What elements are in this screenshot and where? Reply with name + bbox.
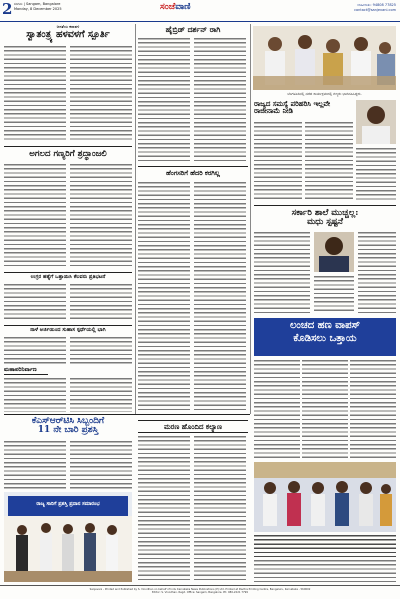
article-9-body-col-2	[314, 276, 354, 314]
headline-article-7[interactable]: ಹೆಂಗಸರಿಗೆ ಹೆದರಿ ಕರಗಿಲ್ಲ	[166, 169, 220, 177]
person-portrait-icon	[314, 232, 354, 272]
article-4-body-col-2	[70, 337, 132, 365]
article-7-body-col-2	[194, 182, 246, 410]
headline-article-10-line-1[interactable]: ಲಂಚದ ಹಣ ವಾಪಸ್	[289, 320, 361, 331]
group-photo-caption	[254, 535, 396, 557]
column-divider	[250, 24, 251, 414]
event-photo[interactable]	[4, 492, 132, 582]
masthead-location: ಸಂಗಮ | Sangam, Bangalore	[14, 2, 61, 6]
highlight-box	[254, 318, 396, 356]
imprint-line-1: Sanjevani - Printed and Published by S. Vinodhan on behalf of Indu Karnataka News Publications (P) Ltd. Printed at Pavitra Printing Centre, Bengaluru, Karnataka - 560002	[89, 588, 311, 591]
article-10-body-col-1	[254, 360, 300, 458]
article-8-body-col-2	[305, 122, 353, 202]
portrait-photo	[314, 232, 354, 272]
people-group-icon	[254, 462, 396, 532]
headline-article-9	[254, 209, 396, 227]
headline-article-8[interactable]: ರಾಜ್ಯದ ಸಮಸ್ಯೆ ಪರಿಹರಿಸಿ ಇಲ್ಲವೇ ರಾಜೀನಾಮೆ ನೀಡಿ	[254, 99, 331, 116]
article-5-body-col-2	[70, 378, 132, 412]
article-5-body-col-1	[4, 378, 66, 412]
divider	[4, 414, 250, 415]
article-9-body-col-3	[358, 232, 396, 314]
article-12-body-col-2	[194, 436, 246, 582]
masthead-phone: ಜಾಹೀರಾತು: 94808 77825	[357, 3, 396, 7]
column-divider	[135, 24, 136, 414]
article-9-body-col-1	[254, 232, 310, 314]
headline-article-1[interactable]: ಸ್ವಾತಂತ್ರ್ಯ ಹಳವಳಗೆ ಸ್ಪೂರ್ತಿ	[26, 29, 110, 40]
headline-article-11-line-1[interactable]: ಕೆಎಸ್‌ಆರ್‌ಟಿಸಿ ಸಿಬ್ಬಂದಿಗೆ	[31, 416, 105, 426]
page-number: 2	[2, 0, 13, 18]
headline-article-11-line-2[interactable]: 11 ನೇ ಬಾರಿ ಪ್ರಶಸ್ತಿ	[37, 425, 99, 436]
article-12-body-col-1	[138, 436, 190, 582]
divider	[4, 146, 132, 147]
masthead-right	[354, 3, 396, 12]
article-1-body-col-1	[4, 46, 66, 142]
masthead-email: contact@sanjevani.com	[354, 7, 396, 12]
article-11-body-col-1	[4, 441, 66, 489]
masthead	[0, 0, 400, 22]
person-portrait-icon	[356, 100, 396, 144]
headline-article-4[interactable]: ನಾಳೆ ಅರ್ಜಿಯಿಂದ ಸುಹಾಸ ಸ್ಪರ್ಧೆಯಲ್ಲಿ ಭಾಗಿ	[30, 327, 106, 333]
headline-article-12[interactable]: ಮರಣ ಹೊಂದಿದ ಕಲ್ಯಾಣ	[138, 420, 248, 433]
divider	[138, 166, 248, 167]
headline-article-10-line-2[interactable]: ಕೊಡಿಸಲು ಒತ್ತಾಯ	[293, 332, 357, 344]
article-3-body-col-2	[70, 284, 132, 322]
article-10-body-col-2	[302, 360, 348, 458]
article-4-body-col-1	[4, 337, 66, 365]
article-kicker: ಜನತೆಯ ಕರಾವಳಿ	[56, 24, 80, 29]
article-2-body-col-1	[4, 164, 66, 268]
imprint-footer	[0, 585, 400, 599]
masthead-left	[14, 2, 62, 11]
photo-caption: ಬೆಂಗಳೂರಿನಲ್ಲಿ ನಡೆದ ಕಾರ್ಯಕ್ರಮದಲ್ಲಿ ಗಣ್ಯರು ಭಾಗವಹಿಸಿದ್ದರು.	[287, 92, 362, 96]
people-group-icon	[253, 26, 396, 90]
event-banner-text: ರಾಜ್ಯ ಸಾರಿಗೆ ಪ್ರಶಸ್ತಿ ಪ್ರದಾನ ಸಮಾರಂಭ	[36, 501, 100, 507]
group-photo[interactable]	[254, 462, 396, 532]
top-right-photo[interactable]	[253, 26, 396, 90]
article-13-body	[254, 560, 396, 582]
article-8-body-col-3	[356, 148, 396, 202]
logo-part-a: ಸಂಜೆ	[160, 2, 176, 12]
logo-part-b: ವಾಣಿ	[175, 2, 191, 12]
article-3-body-col-1	[4, 284, 66, 322]
article-6-body-col-1	[138, 38, 190, 163]
article-10-body-col-3	[350, 360, 396, 458]
headline-article-5[interactable]: ಮಹಾಪರಿನಿರ್ವಾಣ	[4, 368, 48, 375]
headline-article-2[interactable]: ಅಗಲದ ಗಣ್ಯರಿಗೆ ಶ್ರದ್ಧಾಂಜಲಿ	[29, 149, 107, 159]
headline-article-3[interactable]: ಉಗ್ರರ ಹತ್ಯೆಗೆ ಒತ್ತಾಯಿಸಿ ಕೆಲವರು ಪ್ರತಿಭಟನೆ	[30, 274, 106, 280]
headline-article-9-line-1[interactable]: ಸರ್ಕಾರಿ ಶಾಲೆ ಮುಚ್ಚಲ್ಲ:	[291, 208, 359, 218]
article-11-body-col-2	[70, 441, 132, 489]
headline-article-11	[4, 417, 132, 436]
article-2-body-col-2	[70, 164, 132, 268]
article-7-body-col-1	[138, 182, 190, 410]
article-1-body-col-2	[70, 46, 132, 142]
masthead-date: Monday, 8 December 2025	[14, 6, 62, 11]
divider	[4, 325, 132, 326]
headline-article-6[interactable]: ಹೈಬ್ರಿಡ್ ದರ್ಶನ್ ರಾಗಿ	[165, 25, 221, 34]
portrait-photo	[356, 100, 396, 144]
divider	[254, 205, 396, 206]
divider	[4, 272, 132, 273]
article-6-body-col-2	[194, 38, 246, 163]
article-8-body-col-1	[254, 122, 302, 202]
headline-article-9-line-2[interactable]: ಮಧು ಸ್ಪಷ್ಟನೆ	[307, 216, 343, 227]
imprint-line-2: Editor: S. Vinodhan. Regd. Office: Sangam, Bangalore. Ph: 080-2221 7799	[152, 591, 248, 595]
newspaper-logo[interactable]	[160, 2, 191, 12]
